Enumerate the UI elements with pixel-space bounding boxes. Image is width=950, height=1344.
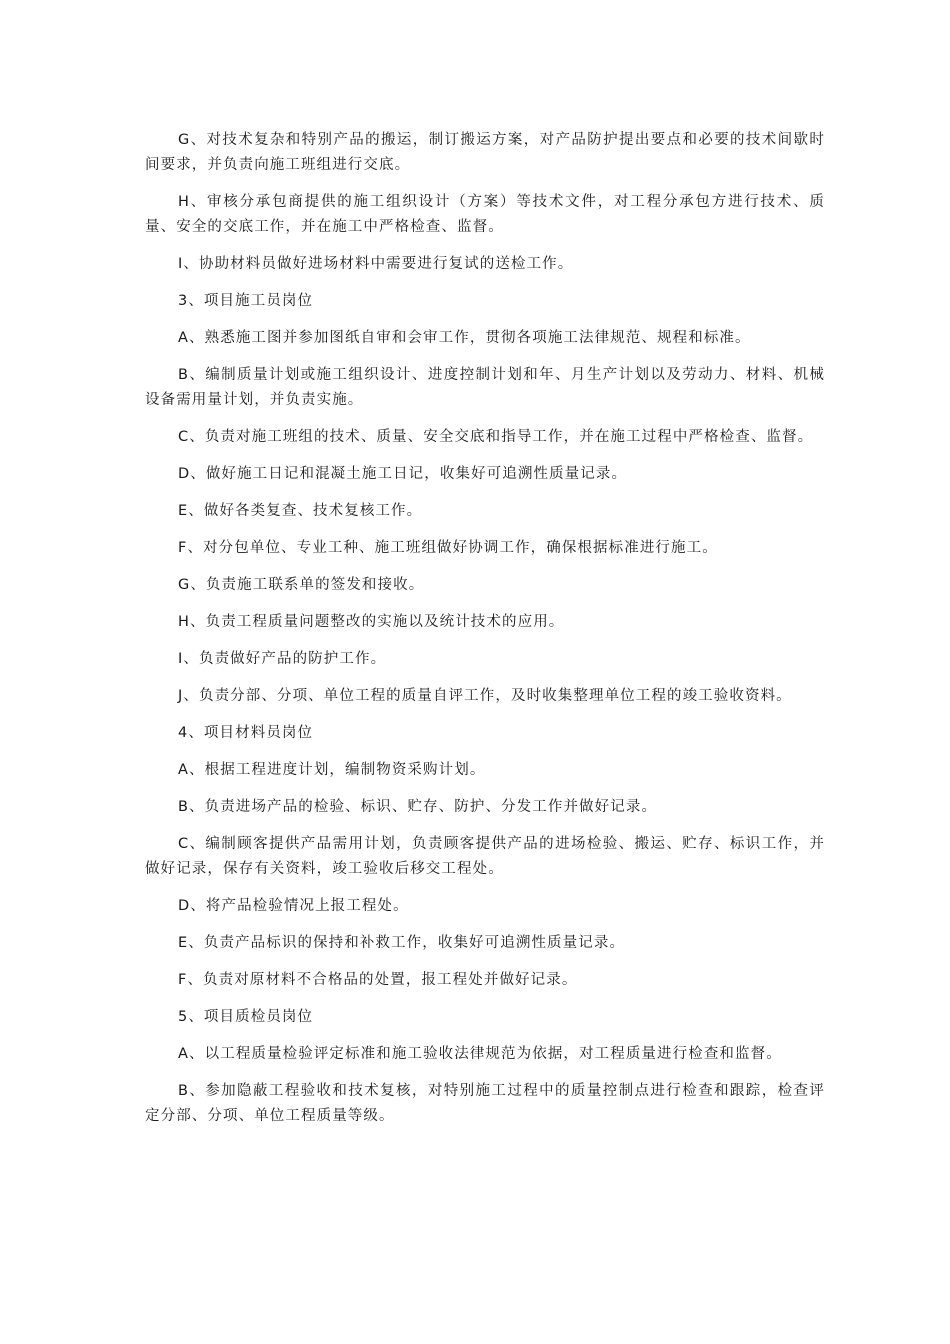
paragraph-e-rechecks: E、做好各类复查、技术复核工作。 <box>178 503 423 519</box>
paragraph-b-inspection: B、负责进场产品的检验、标识、贮存、防护、分发工作并做好记录。 <box>178 799 658 815</box>
section-heading-construction-staff: 3、项目施工员岗位 <box>178 293 314 309</box>
paragraph-i-protection: I、负责做好产品的防护工作。 <box>178 651 387 667</box>
paragraph-f-coordination: F、对分包单位、专业工种、施工班组做好协调工作，确保根据标准进行施工。 <box>178 540 718 556</box>
paragraph-e-identification: E、负责产品标识的保持和补救工作，收集好可追溯性质量记录。 <box>178 935 626 951</box>
paragraph-h-rectification: H、负责工程质量问题整改的实施以及统计技术的应用。 <box>178 614 565 630</box>
paragraph-a-drawings: A、熟悉施工图并参加图纸自审和会审工作，贯彻各项施工法律规范、规程和标准。 <box>178 330 751 346</box>
paragraph-c-briefing: C、负责对施工班组的技术、质量、安全交底和指导工作，并在施工过程中严格检查、监督。 <box>178 429 814 445</box>
paragraph-d-logs: D、做好施工日记和混凝土施工日记，收集好可追溯性质量记录。 <box>178 466 628 482</box>
section-heading-materials-staff: 4、项目材料员岗位 <box>178 725 314 741</box>
paragraph-j-self-assessment: J、负责分部、分项、单位工程的质量自评工作，及时收集整理单位工程的竣工验收资料。 <box>178 688 792 704</box>
paragraph-b-concealed-works: B、参加隐蔽工程验收和技术复核，对特别施工过程中的质量控制点进行检查和跟踪，检查评定分部、分项、单位工程质量等级。 <box>145 1083 825 1124</box>
paragraph-h-review-subcontractor: H、审核分承包商提供的施工组织设计（方案）等技术文件，对工程分承包方进行技术、质量、安全的交底工作，并在施工中严格检查、监督。 <box>145 194 825 235</box>
paragraph-i-assist-material-testing: I、协助材料员做好进场材料中需要进行复试的送检工作。 <box>178 256 574 272</box>
paragraph-c-customer-products: C、编制顾客提供产品需用计划，负责顾客提供产品的进场检验、搬运、贮存、标识工作，并做好记录，保存有关资料，竣工验收后移交工程处。 <box>145 836 825 877</box>
paragraph-a-quality-check: A、以工程质量检验评定标准和施工验收法律规范为依据，对工程质量进行检查和监督。 <box>178 1046 782 1062</box>
paragraph-g-contact-sheets: G、负责施工联系单的签发和接收。 <box>178 577 425 593</box>
paragraph-a-procurement: A、根据工程进度计划，编制物资采购计划。 <box>178 762 486 778</box>
paragraph-d-report: D、将产品检验情况上报工程处。 <box>178 898 409 914</box>
document-body <box>145 128 825 1141</box>
paragraph-b-plans: B、编制质量计划或施工组织设计、进度控制计划和年、月生产计划以及劳动力、材料、机械设备需用量计划，并负责实施。 <box>145 367 825 408</box>
paragraph-f-nonconforming: F、负责对原材料不合格品的处置，报工程处并做好记录。 <box>178 972 578 988</box>
section-heading-quality-inspector: 5、项目质检员岗位 <box>178 1009 314 1025</box>
paragraph-g-transport-plan: G、对技术复杂和特别产品的搬运，制订搬运方案，对产品防护提出要点和必要的技术间歇时间要求，并负责向施工班组进行交底。 <box>145 132 825 173</box>
